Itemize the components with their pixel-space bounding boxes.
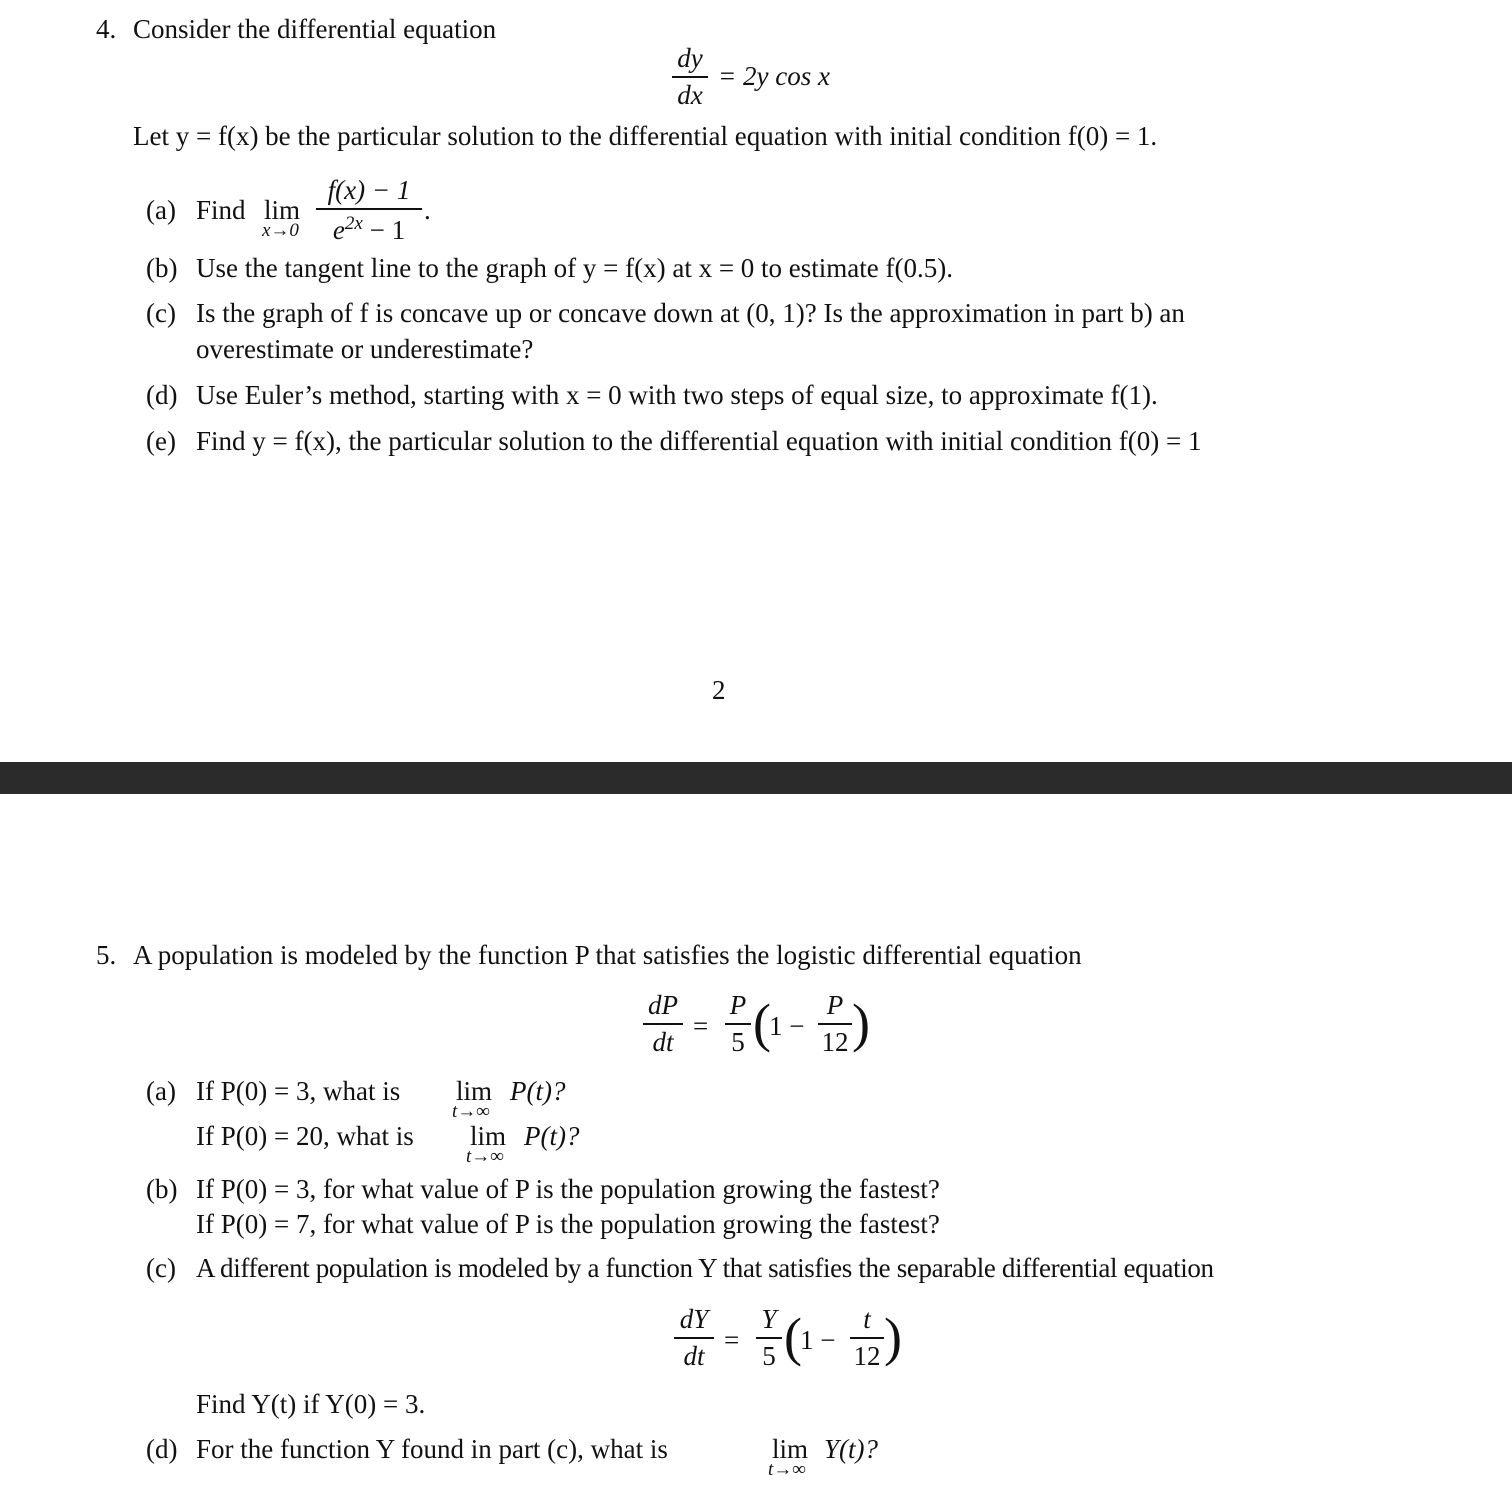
factor-1-denominator: 5: [762, 1340, 776, 1371]
part-a-den-rest: − 1: [362, 214, 406, 245]
part-a-period: .: [424, 195, 431, 225]
part-a-prefix: Find: [196, 195, 246, 225]
part-d-label: (d): [146, 1434, 178, 1464]
part-a-line-2-prefix: If P(0) = 20, what is: [196, 1121, 414, 1151]
part-d-suffix: Y(t)?: [824, 1434, 878, 1464]
factor-2-denominator: 12: [853, 1340, 881, 1371]
part-d-text: Use Euler’s method, starting with x = 0 with two steps of equal size, to approximate f(1).: [196, 380, 1158, 410]
left-paren: (: [753, 993, 771, 1053]
right-paren: ): [884, 1307, 902, 1367]
part-a-line-2-lim: lim: [470, 1121, 507, 1151]
page-number: 2: [712, 675, 726, 705]
lhs-denominator: dt: [652, 1026, 674, 1057]
factor-1-numerator: P: [729, 990, 747, 1020]
part-c-label: (c): [146, 298, 176, 328]
fraction-bar: [643, 1023, 683, 1025]
part-c-label: (c): [146, 1253, 176, 1283]
part-a-lim-subscript: x→0: [262, 220, 299, 241]
part-d-prefix: For the function Y found in part (c), what is: [196, 1434, 668, 1464]
one-minus: 1 −: [769, 1011, 805, 1041]
part-a-den-base: e: [332, 214, 345, 245]
problem-4-let-statement: Let y = f(x) be the particular solution to the differential equation with initial condition f(0) = 1.: [133, 121, 1158, 151]
fraction-bar: [756, 1337, 782, 1339]
factor-2-numerator: P: [826, 990, 844, 1020]
one-minus: 1 −: [800, 1325, 836, 1355]
fraction-bar: [725, 1023, 751, 1025]
left-paren: (: [784, 1307, 802, 1367]
part-a-line-2-suffix: P(t)?: [524, 1121, 580, 1151]
part-e-label: (e): [146, 426, 176, 456]
part-d-lim: lim: [772, 1434, 809, 1464]
part-b-line-2: If P(0) = 7, for what value of P is the population growing the fastest?: [196, 1209, 940, 1239]
part-c-find: Find Y(t) if Y(0) = 3.: [196, 1389, 426, 1419]
part-a-numerator: f(x) − 1: [327, 175, 411, 205]
part-e-text: Find y = f(x), the particular solution to the differential equation with initial condition f(0) = 1: [196, 426, 1202, 456]
part-d-lim-subscript: t→∞: [768, 1459, 806, 1480]
fraction-bar: [316, 208, 422, 210]
lhs-numerator: dP: [648, 990, 678, 1020]
fraction-bar: [672, 76, 708, 78]
right-paren: ): [852, 993, 870, 1053]
part-b-label: (b): [146, 1174, 178, 1204]
part-c-line-1: Is the graph of f is concave up or concave down at (0, 1)? Is the approximation in part b) an: [196, 298, 1185, 328]
equals-sign: =: [724, 1325, 740, 1355]
problem-5-intro: A population is modeled by the function P that satisfies the logistic differential equation: [133, 940, 1082, 970]
fraction-bar: [850, 1337, 884, 1339]
part-a-line-1-suffix: P(t)?: [510, 1076, 566, 1106]
part-a-line-2-lim-subscript: t→∞: [466, 1146, 504, 1167]
problem-4-intro: Consider the differential equation: [133, 14, 497, 44]
equation-rhs: = 2y cos x: [718, 61, 830, 91]
part-a-line-1-lim: lim: [456, 1076, 493, 1106]
equation-denominator: dx: [677, 79, 703, 110]
factor-1-numerator: Y: [761, 1304, 777, 1334]
part-a-line-1-lim-subscript: t→∞: [452, 1101, 490, 1122]
equals-sign: =: [693, 1011, 709, 1041]
factor-1-denominator: 5: [731, 1026, 745, 1057]
part-d-label: (d): [146, 380, 178, 410]
lhs-numerator: dY: [679, 1304, 709, 1334]
part-a-denominator: [316, 214, 422, 244]
part-b-label: (b): [146, 253, 178, 283]
part-a-den-exponent: 2x: [344, 212, 363, 234]
part-b-text: Use the tangent line to the graph of y = f(x) at x = 0 to estimate f(0.5).: [196, 253, 953, 283]
problem-4-number: 4.: [96, 14, 117, 44]
page-divider: [0, 762, 1512, 794]
part-a-lim: lim: [264, 195, 301, 225]
fraction-bar: [674, 1337, 714, 1339]
factor-2-numerator: t: [863, 1304, 871, 1334]
part-a-label: (a): [146, 1076, 176, 1106]
equation-numerator: dy: [677, 43, 703, 73]
part-c-line-2: overestimate or underestimate?: [196, 334, 534, 364]
part-a-line-1-prefix: If P(0) = 3, what is: [196, 1076, 401, 1106]
part-a-label: (a): [146, 195, 176, 225]
part-b-line-1: If P(0) = 3, for what value of P is the population growing the fastest?: [196, 1174, 940, 1204]
part-c-text: A different population is modeled by a function Y that satisfies the separable differential equation: [196, 1253, 1214, 1283]
problem-5-number: 5.: [96, 940, 117, 970]
fraction-bar: [818, 1023, 852, 1025]
lhs-denominator: dt: [683, 1340, 705, 1371]
factor-2-denominator: 12: [821, 1026, 849, 1057]
